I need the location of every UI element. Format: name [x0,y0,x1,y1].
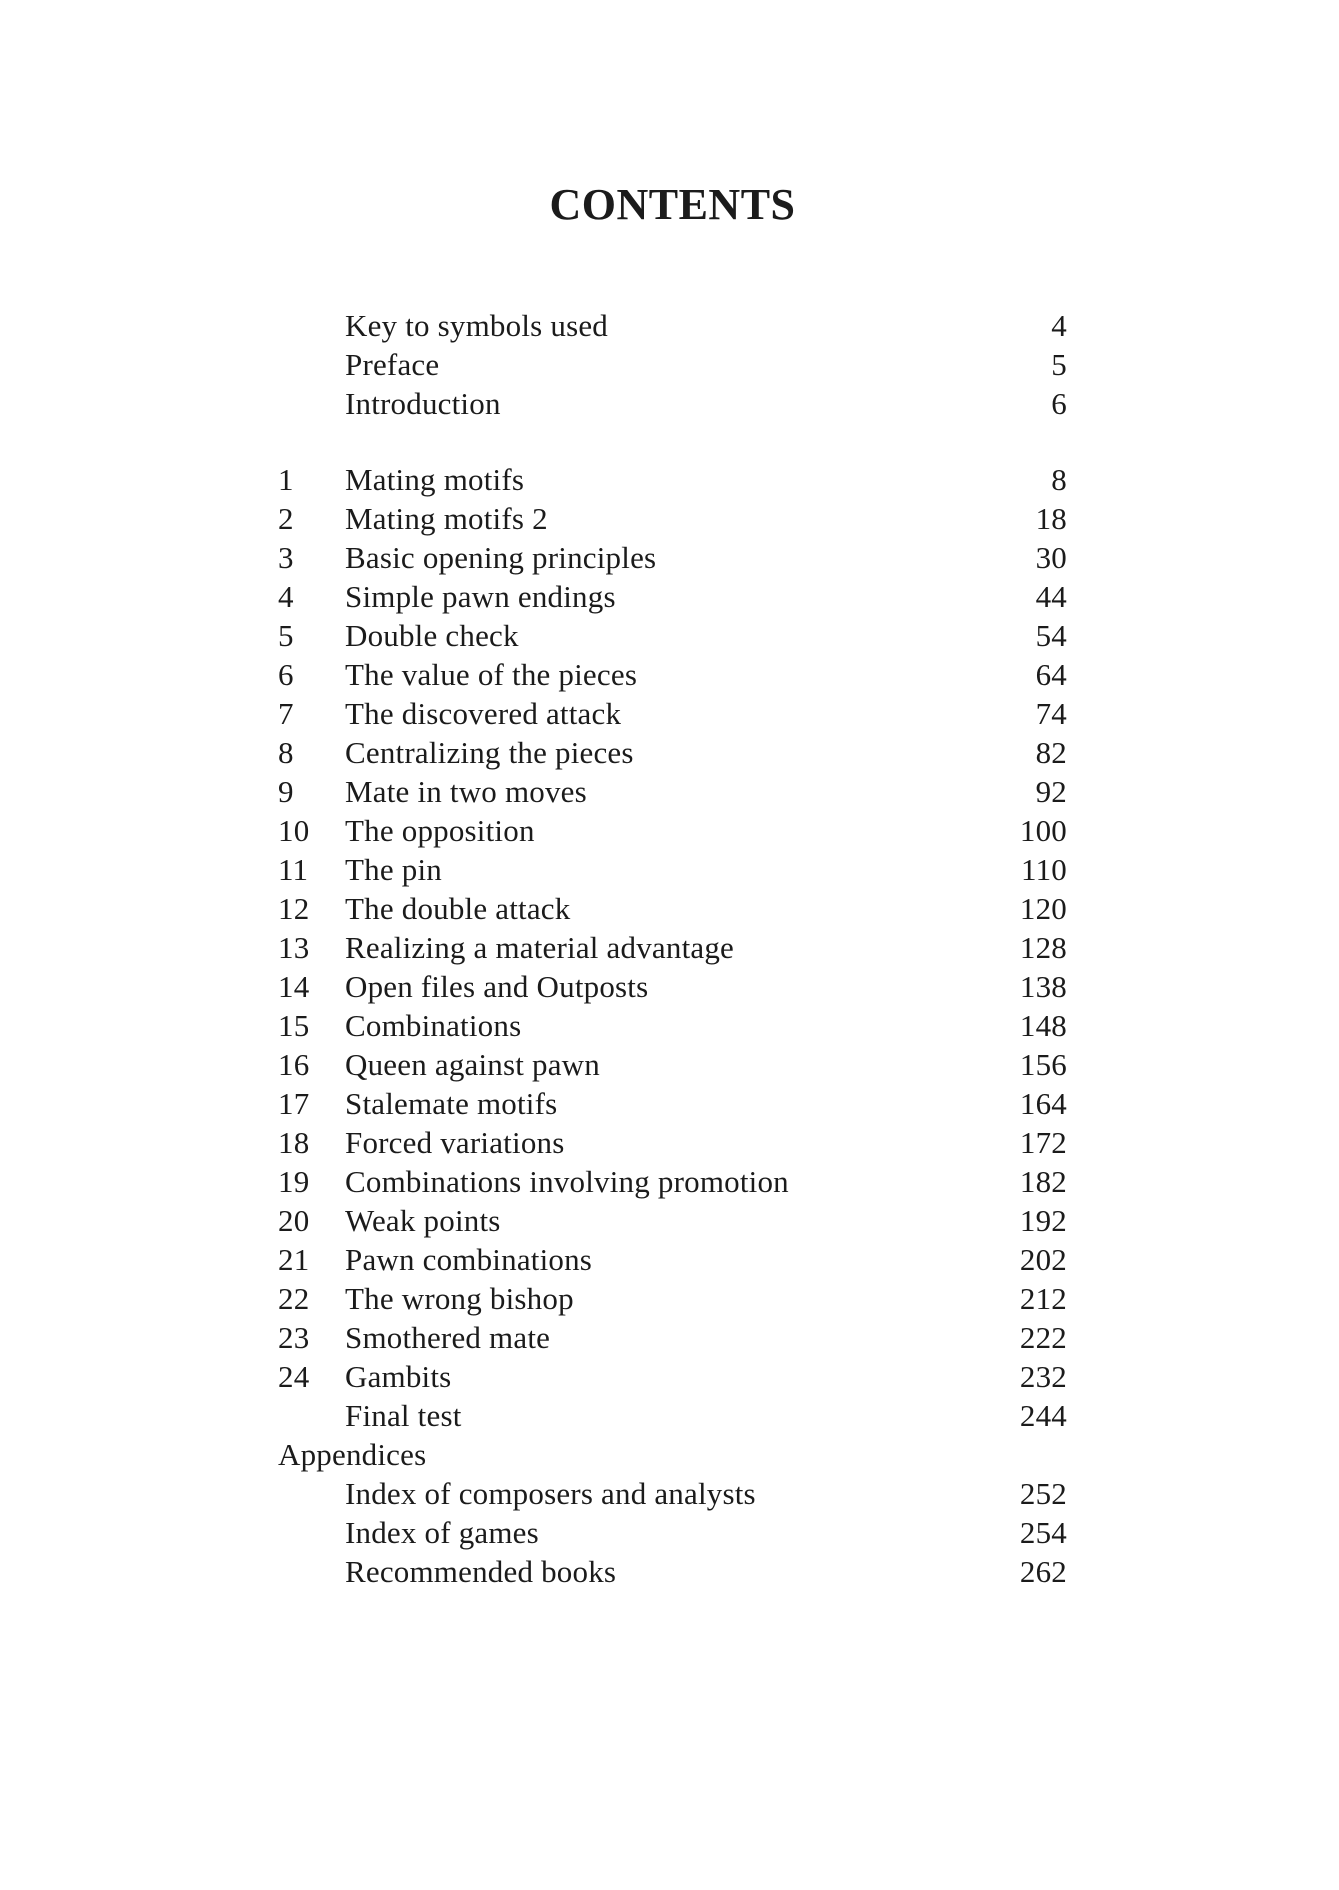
toc-row [278,1045,1067,1084]
entry-page-number: 100 [1019,813,1067,848]
entry-page-number: 244 [1019,1398,1067,1433]
entry-page-number: 182 [1019,1164,1067,1199]
appendices-heading-row [278,1435,1067,1474]
chapter-number: 2 [278,501,294,536]
chapter-number: 3 [278,540,294,575]
entry-title: Double check [345,618,519,653]
entry-page-number: 44 [1035,579,1067,614]
chapter-number: 24 [278,1359,310,1394]
entry-title: Weak points [345,1203,501,1238]
entry-title: Queen against pawn [345,1047,600,1082]
front-matter-section [278,306,1067,423]
toc-row [278,577,1067,616]
chapter-number: 14 [278,969,310,1004]
chapter-number [278,1552,345,1591]
entry-page-number: 92 [1035,774,1067,809]
entry-title: The value of the pieces [345,657,638,692]
toc-row [278,1006,1067,1045]
entry-page-number: 64 [1035,657,1067,692]
entry-title: Mating motifs [345,462,525,497]
entry-page-number: 192 [1019,1203,1067,1238]
entry-page-number: 30 [1035,540,1067,575]
entry-title: Forced variations [345,1125,565,1160]
entry-title: The opposition [345,813,535,848]
toc-row [278,655,1067,694]
chapter-number: 16 [278,1047,310,1082]
chapter-number [278,1474,345,1513]
toc-row [278,772,1067,811]
toc-row [278,499,1067,538]
toc-row [278,345,1067,384]
toc-row [278,1123,1067,1162]
toc-row [278,1318,1067,1357]
entry-page-number: 8 [1051,462,1067,497]
toc-row [278,1162,1067,1201]
chapter-number: 5 [278,618,294,653]
entry-page-number: 5 [1051,347,1067,382]
toc-row [278,1084,1067,1123]
entry-page-number: 18 [1035,501,1067,536]
entry-title: Gambits [345,1359,452,1394]
chapter-number: 1 [278,462,294,497]
chapter-number: 21 [278,1242,310,1277]
appendices-section [278,1474,1067,1591]
entry-title: Stalemate motifs [345,1086,558,1121]
entry-page-number: 82 [1035,735,1067,770]
chapter-number: 18 [278,1125,310,1160]
entry-title: Realizing a material advantage [345,930,735,965]
toc-row [278,306,1067,345]
toc-row [278,460,1067,499]
entry-page-number: 120 [1019,891,1067,926]
entry-page-number: 222 [1019,1320,1067,1355]
toc-row [278,1240,1067,1279]
entry-title: Basic opening principles [345,540,657,575]
entry-page-number: 156 [1019,1047,1067,1082]
entry-page-number: 172 [1019,1125,1067,1160]
chapter-number: 6 [278,657,294,692]
toc-row [278,384,1067,423]
entry-page-number: 4 [1051,308,1067,343]
chapter-number: 22 [278,1281,310,1316]
chapter-number: 23 [278,1320,310,1355]
entry-title: Final test [345,1398,462,1433]
chapter-number: 17 [278,1086,310,1121]
entry-title: The wrong bishop [345,1281,574,1316]
toc-row [278,1513,1067,1552]
toc-row [278,616,1067,655]
chapter-number [278,384,345,423]
entry-title: Smothered mate [345,1320,551,1355]
entry-title: Preface [345,347,440,382]
entry-title: Pawn combinations [345,1242,593,1277]
entry-page-number: 212 [1019,1281,1067,1316]
chapter-number: 4 [278,579,294,614]
chapter-number [278,1513,345,1552]
chapter-number: 19 [278,1164,310,1199]
toc-row [278,889,1067,928]
entry-page-number: 202 [1019,1242,1067,1277]
toc-row [278,538,1067,577]
toc-row [278,1357,1067,1396]
entry-page-number: 110 [1021,852,1067,887]
chapter-number [278,1396,345,1435]
chapter-number: 9 [278,774,294,809]
chapters-section [278,460,1067,1435]
entry-page-number: 54 [1035,618,1067,653]
toc-row [278,694,1067,733]
entry-page-number: 164 [1019,1086,1067,1121]
chapter-number: 20 [278,1203,310,1238]
entry-title: The double attack [345,891,571,926]
entry-page-number: 6 [1051,386,1067,421]
entry-page-number: 74 [1035,696,1067,731]
entry-title: Centralizing the pieces [345,735,634,770]
entry-page-number: 128 [1019,930,1067,965]
appendices-heading: Appendices [278,1437,427,1472]
toc-row [278,733,1067,772]
toc-row [278,811,1067,850]
chapter-number: 10 [278,813,310,848]
chapter-number: 15 [278,1008,310,1043]
toc-row [278,1396,1067,1435]
entry-title: Index of composers and analysts [345,1476,756,1511]
page-title: CONTENTS [549,180,796,229]
entry-page-number: 254 [1019,1515,1067,1550]
entry-title: Simple pawn endings [345,579,616,614]
toc-row [278,850,1067,889]
chapter-number [278,306,345,345]
entry-title: Index of games [345,1515,539,1550]
entry-title: Combinations [345,1008,522,1043]
chapter-number: 8 [278,735,294,770]
entry-title: Mating motifs 2 [345,501,548,536]
toc-row [278,928,1067,967]
entry-title: Recommended books [345,1554,617,1589]
toc-row [278,1474,1067,1513]
section-gap [278,423,1067,460]
chapter-number [278,345,345,384]
entry-title: The discovered attack [345,696,622,731]
toc-row [278,1552,1067,1591]
chapter-number: 12 [278,891,310,926]
entry-title: Key to symbols used [345,308,608,343]
entry-title: Combinations involving promotion [345,1164,789,1199]
chapter-number: 13 [278,930,310,965]
entry-title: Open files and Outposts [345,969,649,1004]
entry-page-number: 148 [1019,1008,1067,1043]
entry-page-number: 138 [1019,969,1067,1004]
table-of-contents [278,306,1067,1591]
entry-page-number: 252 [1019,1476,1067,1511]
entry-page-number: 262 [1019,1554,1067,1589]
entry-title: The pin [345,852,442,887]
toc-row [278,1279,1067,1318]
entry-title: Introduction [345,386,501,421]
chapter-number: 11 [278,852,309,887]
chapter-number: 7 [278,696,294,731]
toc-row [278,967,1067,1006]
entry-page-number: 232 [1019,1359,1067,1394]
toc-row [278,1201,1067,1240]
entry-title: Mate in two moves [345,774,587,809]
